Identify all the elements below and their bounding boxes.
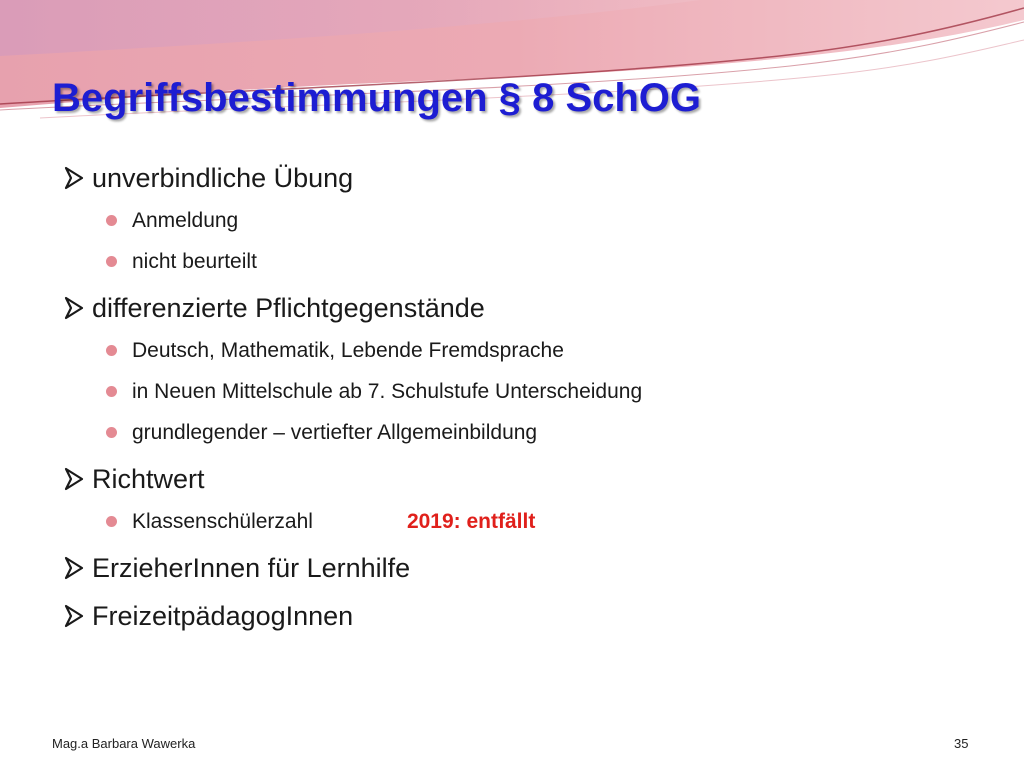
dot-bullet-icon — [106, 345, 117, 356]
sub-bullet-item — [106, 200, 1002, 241]
slide-title: Begriffsbestimmungen § 8 SchOG — [52, 76, 702, 120]
bullet-text: unverbindliche Übung — [92, 163, 354, 193]
dot-bullet-icon — [106, 427, 117, 438]
arrow-bullet-icon — [62, 296, 90, 320]
sub-bullet-text: Klassenschülerzahl — [132, 510, 313, 533]
arrow-bullet-icon — [62, 166, 90, 190]
bullet-item — [62, 286, 1002, 330]
dot-bullet-icon — [106, 516, 117, 527]
bullet-text: ErzieherInnen für Lernhilfe — [92, 553, 411, 583]
sub-bullet-text: Anmeldung — [132, 209, 239, 232]
bullet-text: differenzierte Pflichtgegenstände — [92, 293, 485, 323]
sub-bullet-text: grundlegender – vertiefter Allgemeinbildung — [132, 421, 538, 444]
bullet-item — [62, 457, 1002, 501]
status-note: 2019: entfällt — [406, 510, 536, 533]
sub-bullet-text: in Neuen Mittelschule ab 7. Schulstufe Unterscheidung — [132, 380, 643, 403]
bullet-item — [62, 546, 1002, 590]
dot-bullet-icon — [106, 386, 117, 397]
bullet-text: Richtwert — [92, 464, 205, 494]
bullet-list — [62, 156, 1002, 638]
sub-bullet-item — [106, 501, 1002, 542]
sub-bullet-item — [106, 241, 1002, 282]
footer-author: Mag.a Barbara Wawerka — [52, 736, 196, 751]
dot-bullet-icon — [106, 215, 117, 226]
bullet-item — [62, 594, 1002, 638]
page-number: 35 — [954, 736, 969, 751]
arrow-bullet-icon — [62, 556, 90, 580]
bullet-item — [62, 156, 1002, 200]
sub-bullet-text: nicht beurteilt — [132, 250, 257, 273]
sub-bullet-item — [106, 412, 1002, 453]
dot-bullet-icon — [106, 256, 117, 267]
bullet-text: FreizeitpädagogInnen — [92, 601, 354, 631]
sub-bullet-text: Deutsch, Mathematik, Lebende Fremdsprache — [132, 339, 564, 362]
sub-bullet-item — [106, 330, 1002, 371]
arrow-bullet-icon — [62, 467, 90, 491]
sub-bullet-item — [106, 371, 1002, 412]
arrow-bullet-icon — [62, 604, 90, 628]
